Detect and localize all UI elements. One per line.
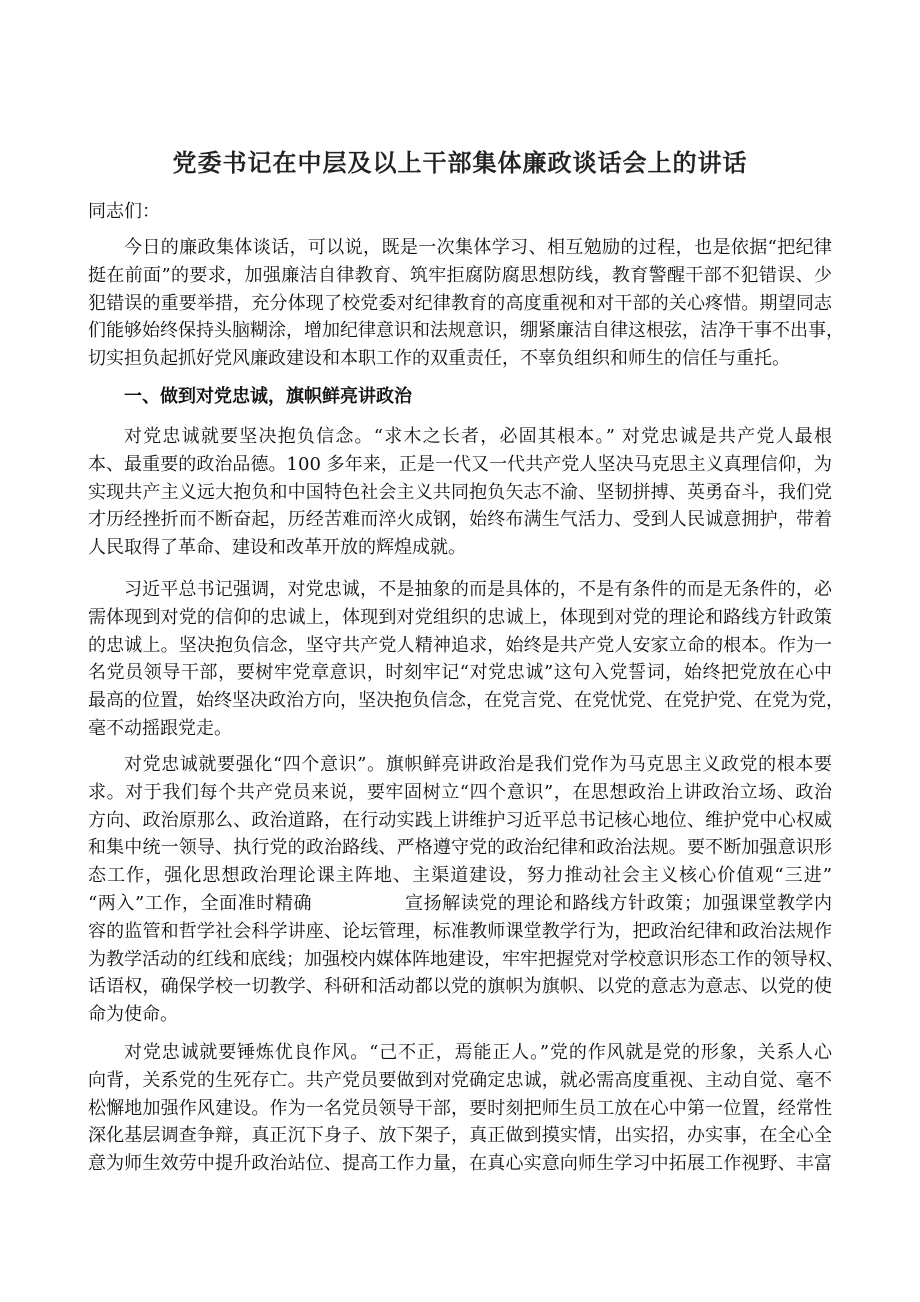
paragraph-1	[88, 234, 844, 373]
paragraph-4	[88, 751, 844, 1029]
text-line: 毫不动摇跟党走。	[88, 717, 232, 739]
text-line: 方向、政治原那么、政治道路，在行动实践上讲维护习近平总书记核心地位、维护党中心权威	[88, 809, 832, 831]
text-line: 命为使命。	[88, 1004, 178, 1026]
salutation	[88, 198, 832, 226]
text-line: 松懈地加强作风建设。作为一名党员领导干部，要时刻把师生员工放在心中第一位置，经常性	[88, 1097, 832, 1119]
text-line: 人民取得了革命、建设和改革开放的辉煌成就。	[88, 537, 466, 559]
text-line: 名党员领导干部，要树牢党章意识，时刻牢记“对党忠诚”这句入党誓词，始终把党放在心中	[88, 662, 832, 684]
text-line: 需体现到对党的信仰的忠诚上，体现到对党组织的忠诚上，体现到对党的理论和路线方针政策	[88, 606, 832, 628]
text-line: 容的监管和哲学社会科学讲座、论坛管理，标准教师课堂教学行为，把政治纪律和政治法规作	[88, 920, 832, 942]
text-line: 对党忠诚就要锤炼优良作风。“己不正，焉能正人。”党的作风就是党的形象，关系人心	[124, 1042, 832, 1063]
paragraph-2	[88, 423, 832, 562]
paragraph-3	[88, 576, 844, 743]
text-line: 本、最重要的政治品德。100 多年来，正是一代又一代共产党人坚决马克思主义真理信仰，为	[88, 453, 832, 475]
salutation-text: 同志们：	[88, 201, 160, 222]
text-line: 切实担负起抓好党风廉政建设和本职工作的双重责任，不辜负组织和师生的信任与重托。	[88, 348, 790, 370]
text-line: 最高的位置，始终坚决政治方向，坚决抱负信念，在党言党、在党忧党、在党护党、在党为党，	[88, 690, 844, 712]
text-line: 深化基层调查争辩，真正沉下身子、放下架子，真正做到摸实情，出实招，办实事，在全心全	[88, 1125, 832, 1147]
text-line: 对党忠诚就要强化“四个意识”。旗帜鲜亮讲政治是我们党作为马克思主义政党的根本要	[124, 754, 832, 775]
text-line: 挺在前面”的要求，加强廉洁自律教育、筑牢拒腐防腐思想防线，教育警醒干部不犯错误、少	[88, 264, 832, 286]
text-line: 和集中统一领导、执行党的政治路线、严格遵守党的政治纪律和政治法规。要不断加强意识形	[88, 837, 832, 859]
text-line: 为教学活动的红线和底线；加强校内媒体阵地建设，牢牢把握党对学校意识形态工作的领导权、	[88, 948, 844, 970]
text-line: 今日的廉政集体谈话，可以说，既是一次集体学习、相互勉励的过程，也是依据“把纪律	[124, 237, 832, 258]
text-line: 向背，关系党的生死存亡。共产党员要做到对党确定忠诚，就必需高度重视、主动自觉、毫不	[88, 1069, 832, 1091]
section-heading-1	[88, 383, 832, 411]
text-line: 才历经挫折而不断奋起，历经苦难而淬火成钢，始终布满生气活力、受到人民诚意拥护，带着	[88, 509, 832, 531]
document-title: 党委书记在中层及以上干部集体廉政谈话会上的讲话	[172, 148, 748, 177]
heading-text: 一、做到对党忠诚，旗帜鲜亮讲政治	[124, 386, 412, 407]
text-line: 犯错误的重要举措，充分体现了校党委对纪律教育的高度重视和对干部的关心疼惜。期望同志	[88, 292, 832, 314]
text-line: 的忠诚上。坚决抱负信念，坚守共产党人精神追求，始终是共产党人安家立命的根本。作为一	[88, 634, 832, 656]
text-line: 意为师生效劳中提升政治站位、提高工作力量，在真心实意向师生学习中拓展工作视野、丰富	[88, 1153, 832, 1175]
text-line: 实现共产主义远大抱负和中国特色社会主义共同抱负矢志不渝、坚韧拼搏、英勇奋斗，我们党	[88, 481, 832, 503]
text-line: 话语权，确保学校一切教学、科研和活动都以党的旗帜为旗帜、以党的意志为意志、以党的使	[88, 976, 832, 998]
text-line: 态工作，强化思想政治理论课主阵地、主渠道建设，努力推动社会主义核心价值观“三进”	[88, 865, 832, 887]
text-line: 对党忠诚就要坚决抱负信念。“求木之长者，必固其根本。” 对党忠诚是共产党人最根	[124, 426, 832, 447]
text-line: “两入”工作，全面准时精确 宣扬解读党的理论和路线方针政策；加强课堂教学内	[88, 892, 832, 914]
text-line: 们能够始终保持头脑糊涂，增加纪律意识和法规意识，绷紧廉洁自律这根弦，洁净干事不出事，	[88, 320, 844, 342]
paragraph-5	[88, 1039, 832, 1178]
text-line: 求。对于我们每个共产党员来说，要牢固树立“四个意识”，在思想政治上讲政治立场、政治	[88, 781, 832, 803]
text-line: 习近平总书记强调，对党忠诚，不是抽象的而是具体的，不是有条件的而是无条件的，必	[124, 579, 832, 600]
